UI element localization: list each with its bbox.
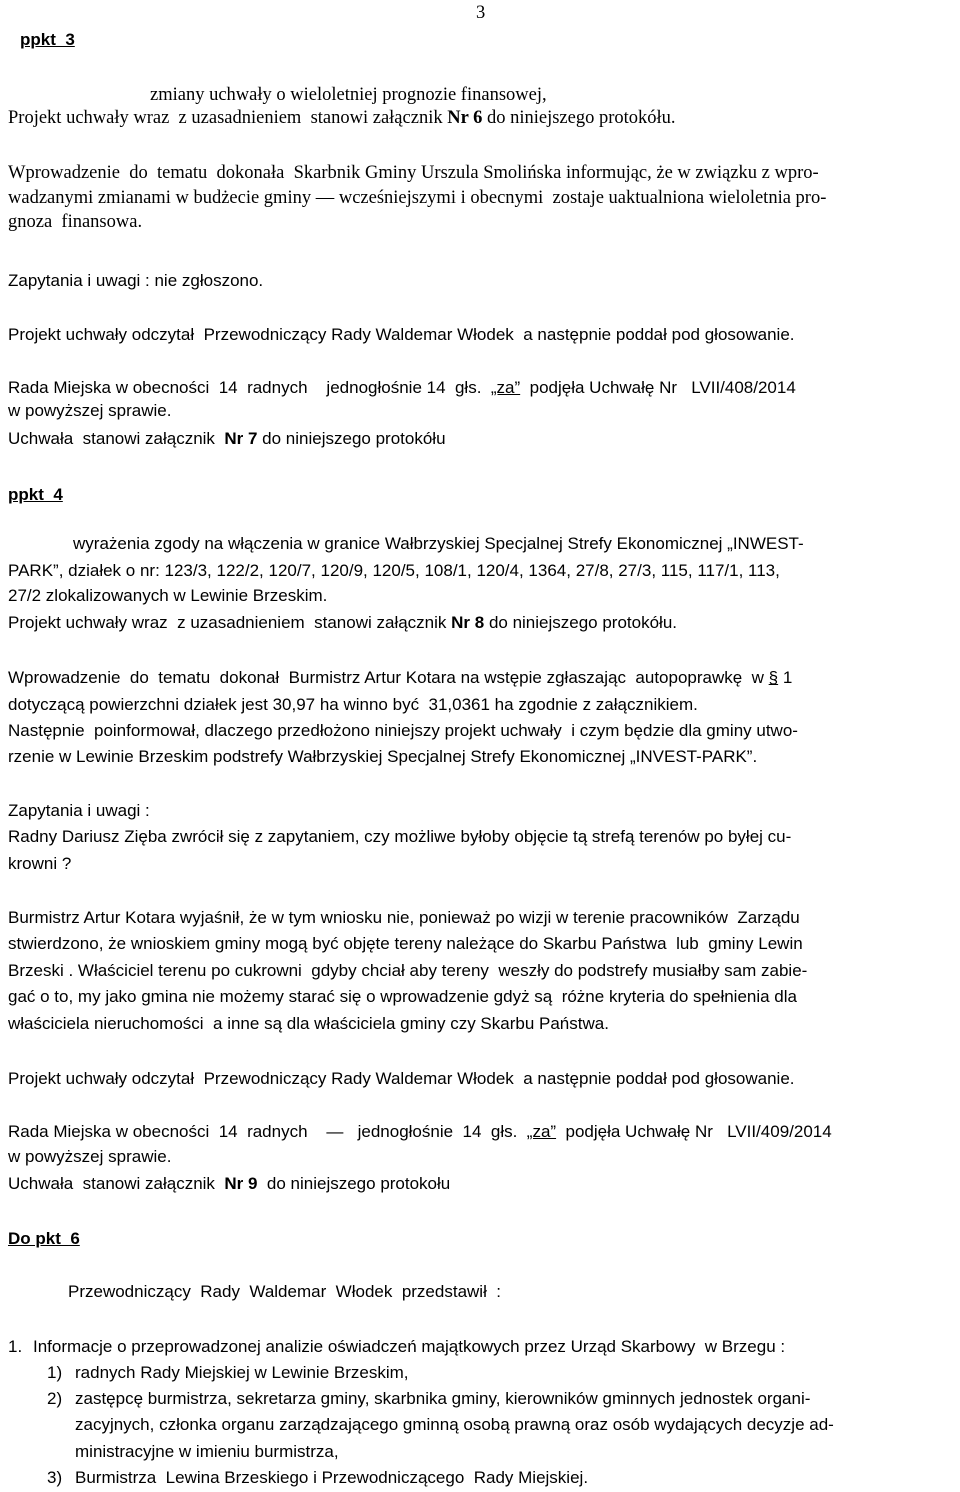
- sec6-sub-2-line-1: zastępcę burmistrza, sekretarza gminy, skarbnika gminy, kierowników gminnych jednostek organi-: [75, 1389, 811, 1408]
- sec6-sub-3-number: 3): [47, 1468, 63, 1487]
- sec3-annex-tail: do niniejszego protokółu: [257, 429, 446, 448]
- sec4-project-line: [8, 612, 677, 634]
- sec4-intro-line-3: Następnie poinformował, dlaczego przedłożono niniejszy projekt uchwały i czym będzie dla gminy utwo-: [8, 721, 798, 740]
- sec3-project-text: Projekt uchwały wraz z uzasadnieniem stanowi załącznik: [8, 108, 448, 128]
- sec4-project-text: Projekt uchwały wraz z uzasadnieniem stanowi załącznik: [8, 613, 452, 632]
- sec4-annex-number: Nr 9: [224, 1174, 258, 1193]
- sec4-intro-line-2: dotyczącą powierzchni działek jest 30,97 ha winno być 31,0361 ha zgodnie z załącznikiem.: [8, 695, 698, 714]
- sec3-annex-text: Uchwała stanowi załącznik: [8, 429, 225, 448]
- sec3-annex-line: [8, 428, 446, 450]
- sec4-vote-line: [8, 1121, 832, 1143]
- sec4-annex-tail: do niniejszego protokołu: [257, 1174, 451, 1193]
- sec4-intro-text: Wprowadzenie do tematu dokonał Burmistrz Artur Kotara na wstępie zgłaszając autopoprawkę w: [8, 668, 769, 687]
- sec3-vote-za: „za”: [490, 378, 521, 397]
- sec4-questions-label: Zapytania i uwagi :: [8, 801, 150, 820]
- sec4-project-annex-number: Nr 8: [451, 613, 485, 632]
- sec3-vote-line: [8, 377, 796, 399]
- sec3-annex-number: Nr 7: [224, 429, 258, 448]
- sec4-intro-paragraph-number: 1: [778, 668, 793, 687]
- sec4-intro-line-1: [8, 667, 792, 689]
- sec4-vote-za: „za”: [526, 1122, 557, 1141]
- sec4-annex-line: [8, 1173, 450, 1195]
- sec4-subject-line-1: wyrażenia zgody na włączenia w granice Wałbrzyskiej Specjalnej Strefy Ekonomicznej „INWEST-: [73, 534, 804, 553]
- sec3-vote-line-2: w powyższej sprawie.: [8, 401, 172, 420]
- sec6-sub-1: radnych Rady Miejskiej w Lewinie Brzeskim,: [75, 1363, 409, 1382]
- sec4-project-tail: do niniejszego protokółu.: [484, 613, 678, 632]
- sec3-intro-line-1: Wprowadzenie do tematu dokonała Skarbnik Gminy Urszula Smolińska informując, że w związku z wpro-: [8, 163, 819, 183]
- sec4-question-line-2: krowni ?: [8, 854, 72, 873]
- sec3-subject: zmiany uchwały o wieloletniej prognozie finansowej,: [150, 85, 547, 105]
- sec4-intro-paragraph-sign: §: [768, 668, 779, 687]
- sec3-reading: Projekt uchwały odczytał Przewodniczący Rady Waldemar Włodek a następnie poddał pod głosowanie.: [8, 325, 795, 344]
- sec4-subject-line-3: 27/2 zlokalizowanych w Lewinie Brzeskim.: [8, 586, 328, 605]
- sec6-sub-2-number: 2): [47, 1389, 63, 1408]
- sec4-reading: Projekt uchwały odczytał Przewodniczący Rady Waldemar Włodek a następnie poddał pod głosowanie.: [8, 1069, 795, 1088]
- sec4-vote-text: Rada Miejska w obecności 14 radnych — jednogłośnie 14 głs.: [8, 1122, 527, 1141]
- sec4-answer-line-2: stwierdzono, że wnioskiem gminy mogą być objęte tereny należące do Skarbu Państwa lub gminy Lewin: [8, 934, 803, 953]
- sec4-question-line-1: Radny Dariusz Zięba zwrócił się z zapytaniem, czy możliwe byłoby objęcie tą strefą terenów po byłej cu-: [8, 827, 792, 846]
- sec6-sub-1-number: 1): [47, 1363, 63, 1382]
- sec4-annex-text: Uchwała stanowi załącznik: [8, 1174, 225, 1193]
- section-heading-ppkt-3: ppkt 3: [20, 30, 75, 49]
- sec6-sub-2-line-3: ministracyjne w imieniu burmistrza,: [75, 1442, 339, 1461]
- sec3-project-line: [8, 107, 676, 129]
- sec3-questions: Zapytania i uwagi : nie zgłoszono.: [8, 271, 264, 290]
- section-heading-pkt-6: Do pkt 6: [8, 1229, 80, 1248]
- sec4-answer-line-1: Burmistrz Artur Kotara wyjaśnił, że w tym wniosku nie, ponieważ po wizji w terenie pracowników Zarządu: [8, 908, 800, 927]
- sec4-subject-line-2: PARK”, działek o nr: 123/3, 122/2, 120/7, 120/9, 120/5, 108/1, 120/4, 1364, 27/8, 27/3, 115, 117/1, 113,: [8, 561, 780, 580]
- sec6-item-1: Informacje o przeprowadzonej analizie oświadczeń majątkowych przez Urząd Skarbowy w Brzegu :: [33, 1337, 786, 1356]
- sec6-lead: Przewodniczący Rady Waldemar Włodek przedstawił :: [68, 1282, 502, 1301]
- sec4-vote-line-2: w powyższej sprawie.: [8, 1147, 172, 1166]
- sec4-answer-line-5: właściciela nieruchomości a inne są dla właściciela gminy czy Skarbu Państwa.: [8, 1014, 609, 1033]
- page-number: 3: [476, 3, 486, 23]
- sec4-intro-line-4: rzenie w Lewinie Brzeskim podstrefy Wałbrzyskiej Specjalnej Strefy Ekonomicznej „INVEST-PARK”.: [8, 747, 758, 766]
- sec3-project-annex-number: Nr 6: [447, 108, 483, 128]
- sec4-vote-resolution: podjęła Uchwałę Nr LVII/409/2014: [556, 1122, 832, 1141]
- sec3-project-tail: do niniejszego protokółu.: [482, 108, 676, 128]
- sec3-vote-resolution: podjęła Uchwałę Nr LVII/408/2014: [520, 378, 796, 397]
- section-heading-ppkt-4: ppkt 4: [8, 485, 63, 504]
- sec3-vote-text: Rada Miejska w obecności 14 radnych jednogłośnie 14 głs.: [8, 378, 491, 397]
- sec4-answer-line-4: gać o to, my jako gmina nie możemy starać się o wprowadzenie gdyż są różne kryteria do spełnienia dla: [8, 987, 797, 1006]
- sec6-sub-2-line-2: zacyjnych, członka organu zarządzającego gminną osobą prawną oraz osób wydających decyzje ad-: [75, 1415, 834, 1434]
- sec3-intro-line-2: wadzanymi zmianami w budżecie gminy — wcześniejszymi i obecnymi zostaje uaktualniona wieloletnia pro-: [8, 188, 827, 208]
- sec6-sub-3: Burmistrza Lewina Brzeskiego i Przewodniczącego Rady Miejskiej.: [75, 1468, 589, 1487]
- sec3-intro-line-3: gnoza finansowa.: [8, 212, 143, 232]
- sec4-answer-line-3: Brzeski . Właściciel terenu po cukrowni gdyby chciał aby tereny weszły do podstrefy musiałby sam zabie-: [8, 961, 808, 980]
- sec6-item-1-number: 1.: [8, 1337, 23, 1356]
